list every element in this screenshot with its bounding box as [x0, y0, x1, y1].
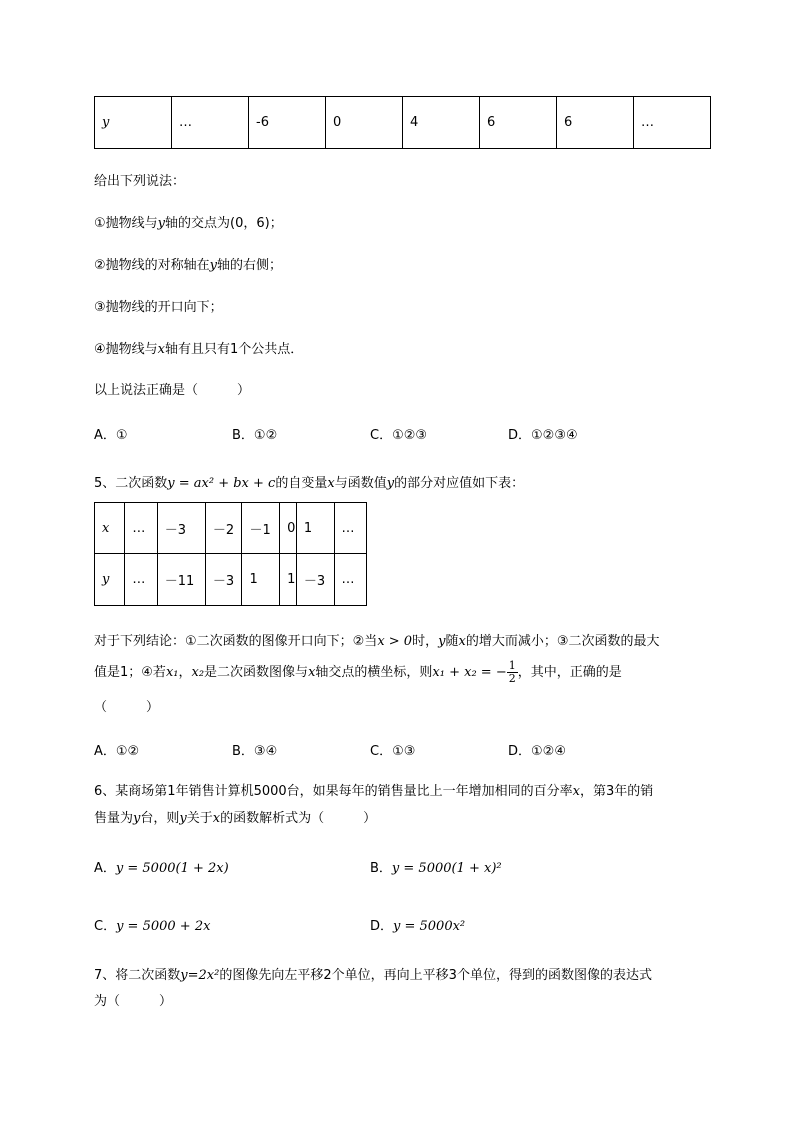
- q4-statement-1: ①抛物线与y轴的交点为(0，6)；: [94, 216, 283, 231]
- cell: －2: [205, 503, 242, 554]
- q4-statement-3: ③抛物线的开口向下；: [94, 300, 223, 315]
- cell: …: [334, 554, 366, 606]
- cell: －1: [242, 503, 280, 554]
- cell: －3: [296, 554, 334, 606]
- q7-stem-line-1: 7、将二次函数y=2x²的图像先向左平移2个单位，再向上平移3个单位，得到的函数图像的表达式: [94, 968, 652, 983]
- q6-option-c: C．y = 5000 + 2x: [94, 919, 211, 934]
- q4-option-c: C．①②③: [370, 428, 428, 443]
- cell: 1: [280, 554, 297, 606]
- cell: …: [334, 503, 366, 554]
- q4-option-a: A．①: [94, 428, 128, 443]
- q5-option-b: B．③④: [232, 744, 278, 759]
- cell: －3: [157, 503, 205, 554]
- q5-option-a: A．①②: [94, 744, 140, 759]
- cell: …: [172, 97, 249, 149]
- cell: 6: [557, 97, 634, 149]
- cell: －3: [205, 554, 242, 606]
- q4-statement-2: ②抛物线的对称轴在y轴的右侧；: [94, 258, 283, 273]
- table-row-x: [95, 503, 367, 554]
- fraction-one-half: $\frac{1}{2}$: [508, 659, 516, 685]
- cell: 6: [480, 97, 557, 149]
- cell-y-label: y: [95, 554, 125, 606]
- q5-conclusions-line-1: 对于下列结论：①二次函数的图像开口向下；②当x > 0时，y随x的增大而减小；③二次函数的最大: [94, 634, 660, 649]
- cell: 0: [280, 503, 297, 554]
- cell: 1: [296, 503, 334, 554]
- q5-stem: 5、二次函数y = ax² + bx + c的自变量x与函数值y的部分对应值如下表：: [94, 476, 525, 491]
- q6-option-d: D．y = 5000x²: [370, 919, 466, 934]
- cell: －11: [157, 554, 205, 606]
- table-row-y: [95, 554, 367, 606]
- cell: …: [125, 554, 157, 606]
- q4-statement-4: ④抛物线与x轴有且只有1个公共点．: [94, 342, 304, 357]
- q5-conclusions-line-2: 值是1；④若x₁，x₂是二次函数图像与x轴交点的横坐标，则x₁ + x₂ = − $\frac{1}{2}$ ，其中，正确的是: [94, 659, 622, 685]
- cell: …: [634, 97, 711, 149]
- q6-stem-line-2: 售量为y台，则y关于x的函数解析式为（ ）: [94, 811, 377, 826]
- q5-option-c: C．①③: [370, 744, 416, 759]
- q7-stem-line-2: 为（ ）: [94, 994, 173, 1009]
- cell: 0: [326, 97, 403, 149]
- cell-y-label: y: [95, 97, 172, 149]
- q6-option-a: A．y = 5000(1 + 2x): [94, 861, 229, 876]
- cell: 4: [403, 97, 480, 149]
- q5-answer-paren: （ ）: [94, 700, 160, 715]
- q4-option-d: D．①②③④: [508, 428, 578, 443]
- cell: -6: [249, 97, 326, 149]
- cell: 1: [242, 554, 280, 606]
- q4-option-b: B．①②: [232, 428, 278, 443]
- q5-value-table: [94, 502, 367, 606]
- cell-x-label: x: [95, 503, 125, 554]
- q4-question: 以上说法正确是（ ）: [94, 383, 251, 398]
- q5-option-d: D．①②④: [508, 744, 566, 759]
- q6-stem-line-1: 6、某商场第1年销售计算机5000台，如果每年的销售量比上一年增加相同的百分率x，第3年的销: [94, 784, 654, 799]
- q4-intro: 给出下列说法：: [94, 174, 186, 189]
- cell: …: [125, 503, 157, 554]
- top-value-table: [94, 96, 711, 149]
- q6-option-b: B．y = 5000(1 + x)²: [370, 861, 502, 876]
